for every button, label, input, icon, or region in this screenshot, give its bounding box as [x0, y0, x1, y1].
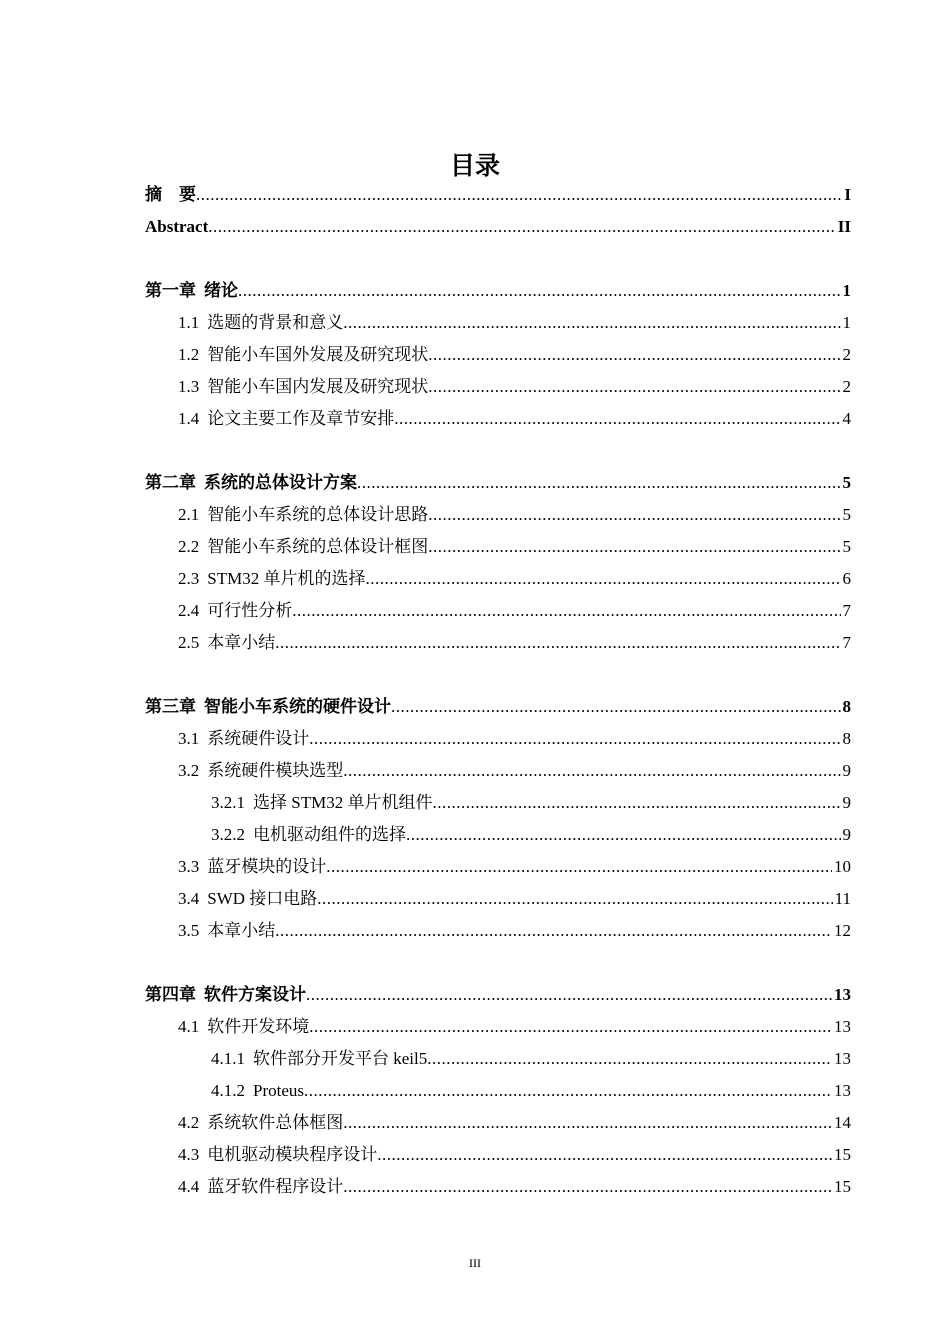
- toc-entry[interactable]: [178, 339, 851, 371]
- toc-entry[interactable]: [211, 787, 851, 819]
- toc-entry-page: 7: [842, 633, 851, 652]
- toc-dot-leader: [309, 723, 840, 755]
- toc-entry-title: 软件开发环境: [207, 1017, 310, 1036]
- toc-entry[interactable]: [178, 499, 851, 531]
- toc-entry-page: 15: [834, 1177, 851, 1196]
- toc-entry[interactable]: [145, 179, 851, 211]
- toc-dot-leader: [306, 979, 832, 1011]
- toc-entry-number: 3.1: [178, 729, 200, 748]
- toc-entry-page: 6: [842, 569, 851, 588]
- toc-dot-leader: [275, 915, 832, 947]
- toc-entry-title: Abstract: [145, 217, 209, 236]
- toc-dot-leader: [208, 211, 836, 243]
- toc-dot-leader: [377, 1139, 832, 1171]
- toc-entry-page: 2: [842, 345, 851, 364]
- toc-entry-page: 7: [842, 601, 851, 620]
- toc-entry-page: 8: [842, 697, 851, 716]
- toc-entry-title: 软件部分开发平台 keil5: [253, 1049, 428, 1068]
- toc-entry-title: 蓝牙软件程序设计: [207, 1177, 344, 1196]
- toc-entry[interactable]: [145, 691, 851, 723]
- toc-entry-title: 软件方案设计: [204, 985, 306, 1004]
- toc-entry-number: 3.3: [178, 857, 200, 876]
- toc-entry-number: 4.4: [178, 1177, 200, 1196]
- toc-entry-title: 智能小车系统的总体设计框图: [207, 537, 429, 556]
- toc-entry[interactable]: [145, 275, 851, 307]
- toc-entry-number: 2.1: [178, 505, 200, 524]
- toc-dot-leader: [343, 1107, 832, 1139]
- toc-entry[interactable]: [211, 1075, 851, 1107]
- toc-entry-title: 系统硬件设计: [207, 729, 310, 748]
- toc-entry-number: 2.2: [178, 537, 200, 556]
- toc-dot-leader: [326, 851, 832, 883]
- toc-dot-leader: [365, 563, 840, 595]
- toc-entry-title: 摘 要: [145, 185, 196, 204]
- toc-entry-number: 3.2.1: [211, 793, 245, 812]
- toc-entry[interactable]: [178, 723, 851, 755]
- toc-entry-number: 1.3: [178, 377, 200, 396]
- toc-entry[interactable]: [178, 1171, 851, 1203]
- toc-entry[interactable]: [178, 755, 851, 787]
- toc-dot-leader: [275, 627, 840, 659]
- toc-entry-title: 智能小车国外发展及研究现状: [207, 345, 429, 364]
- toc-dot-leader: [196, 179, 842, 211]
- toc-entry[interactable]: [178, 1139, 851, 1171]
- toc-dot-leader: [317, 883, 832, 915]
- toc-entry-number: 4.1.1: [211, 1049, 245, 1068]
- toc-entry-page: 1: [842, 281, 851, 300]
- toc-entry-number: 1.2: [178, 345, 200, 364]
- toc-entry-title: 选择 STM32 单片机组件: [253, 793, 433, 812]
- page-title: 目录: [449, 151, 500, 180]
- toc-entry[interactable]: [178, 403, 851, 435]
- toc-entry[interactable]: [178, 307, 851, 339]
- toc-dot-leader: [343, 1171, 832, 1203]
- toc-entry-number: 2.5: [178, 633, 200, 652]
- toc-entry-title: 电机驱动组件的选择: [253, 825, 406, 844]
- toc-entry-page: 14: [834, 1113, 851, 1132]
- toc-entry-title: 系统软件总体框图: [207, 1113, 344, 1132]
- toc-dot-leader: [427, 1043, 832, 1075]
- toc-entry-title: 蓝牙模块的设计: [207, 857, 327, 876]
- toc-dot-leader: [292, 595, 840, 627]
- toc-entry[interactable]: [178, 915, 851, 947]
- toc-entry-page: 13: [834, 1017, 851, 1036]
- toc-entry-number: 3.2.2: [211, 825, 245, 844]
- toc-entry-page: 13: [834, 1049, 851, 1068]
- toc-dot-leader: [309, 1011, 832, 1043]
- toc-dot-leader: [343, 307, 840, 339]
- toc-entry-title: 电机驱动模块程序设计: [207, 1145, 378, 1164]
- toc-entry-page: 9: [842, 793, 851, 812]
- toc-entry-page: 10: [834, 857, 851, 876]
- toc-entry-title: 系统的总体设计方案: [204, 473, 357, 492]
- toc-entry[interactable]: [178, 595, 851, 627]
- toc-entry-title: Proteus: [253, 1081, 304, 1100]
- toc-dot-leader: [357, 467, 841, 499]
- toc-dot-leader: [428, 499, 840, 531]
- toc-entry-number: 4.2: [178, 1113, 200, 1132]
- toc-entry-page: 12: [834, 921, 851, 940]
- toc-entry[interactable]: [178, 531, 851, 563]
- toc-dot-leader: [391, 691, 841, 723]
- toc-entry-title: 论文主要工作及章节安排: [207, 409, 395, 428]
- toc-entry-title: 智能小车系统的总体设计思路: [207, 505, 429, 524]
- toc-entry-title: 智能小车国内发展及研究现状: [207, 377, 429, 396]
- toc-entry[interactable]: [145, 467, 851, 499]
- toc-dot-leader: [394, 403, 840, 435]
- toc-entry-number: 第三章: [145, 697, 196, 716]
- toc-entry-page: 9: [842, 761, 851, 780]
- toc-entry-page: 1: [842, 313, 851, 332]
- toc-dot-leader: [406, 819, 841, 851]
- toc-entry[interactable]: [211, 1043, 851, 1075]
- toc-entry-number: 第二章: [145, 473, 196, 492]
- toc-entry-number: 第四章: [145, 985, 196, 1004]
- toc-entry-number: 第一章: [145, 281, 196, 300]
- toc-entry-title: 本章小结: [207, 921, 276, 940]
- toc-entry[interactable]: [178, 1011, 851, 1043]
- toc-entry-page: 5: [842, 537, 851, 556]
- toc-dot-leader: [304, 1075, 832, 1107]
- toc-entry-number: 2.3: [178, 569, 200, 588]
- page-number: III: [469, 1256, 481, 1270]
- toc-entry-number: 3.5: [178, 921, 200, 940]
- toc-entry-page: 4: [842, 409, 851, 428]
- toc-entry-number: 3.2: [178, 761, 200, 780]
- toc-entry-title: 绪论: [204, 281, 238, 300]
- toc-entry-page: 5: [842, 473, 851, 492]
- toc-entry-number: 1.4: [178, 409, 200, 428]
- toc-entry-title: SWD 接口电路: [207, 889, 318, 908]
- toc-entry-number: 2.4: [178, 601, 200, 620]
- toc-entry-title: 可行性分析: [207, 601, 293, 620]
- toc-entry-title: 选题的背景和意义: [207, 313, 344, 332]
- toc-entry[interactable]: [178, 1107, 851, 1139]
- toc-entry-page: 15: [834, 1145, 851, 1164]
- toc-entry[interactable]: [145, 979, 851, 1011]
- toc-entry-number: 3.4: [178, 889, 200, 908]
- toc-entry-page: I: [844, 185, 851, 204]
- toc-dot-leader: [432, 787, 840, 819]
- toc-entry[interactable]: [178, 851, 851, 883]
- toc-entry-title: STM32 单片机的选择: [207, 569, 366, 588]
- toc-entry-page: 13: [834, 1081, 851, 1100]
- toc-entry[interactable]: [178, 371, 851, 403]
- toc-entry[interactable]: [178, 883, 851, 915]
- toc-entry-page: II: [837, 217, 851, 236]
- toc-entry[interactable]: [178, 627, 851, 659]
- toc-entry[interactable]: [145, 211, 851, 243]
- toc-entry-page: 13: [834, 985, 851, 1004]
- toc-entry-page: 11: [834, 889, 851, 908]
- toc-entry-page: 2: [842, 377, 851, 396]
- toc-entry[interactable]: [211, 819, 851, 851]
- toc-dot-leader: [343, 755, 840, 787]
- toc-entry[interactable]: [178, 563, 851, 595]
- toc-entry-number: 4.1.2: [211, 1081, 245, 1100]
- toc-dot-leader: [428, 371, 840, 403]
- toc-entry-title: 智能小车系统的硬件设计: [204, 697, 391, 716]
- toc-entry-page: 8: [842, 729, 851, 748]
- toc-entry-title: 系统硬件模块选型: [207, 761, 344, 780]
- toc-entry-number: 4.3: [178, 1145, 200, 1164]
- toc-entry-title: 本章小结: [207, 633, 276, 652]
- toc-dot-leader: [428, 339, 840, 371]
- toc-entry-number: 1.1: [178, 313, 200, 332]
- toc-dot-leader: [238, 275, 841, 307]
- toc-dot-leader: [428, 531, 840, 563]
- toc-entry-page: 5: [842, 505, 851, 524]
- toc-entry-number: 4.1: [178, 1017, 200, 1036]
- toc-entry-page: 9: [842, 825, 851, 844]
